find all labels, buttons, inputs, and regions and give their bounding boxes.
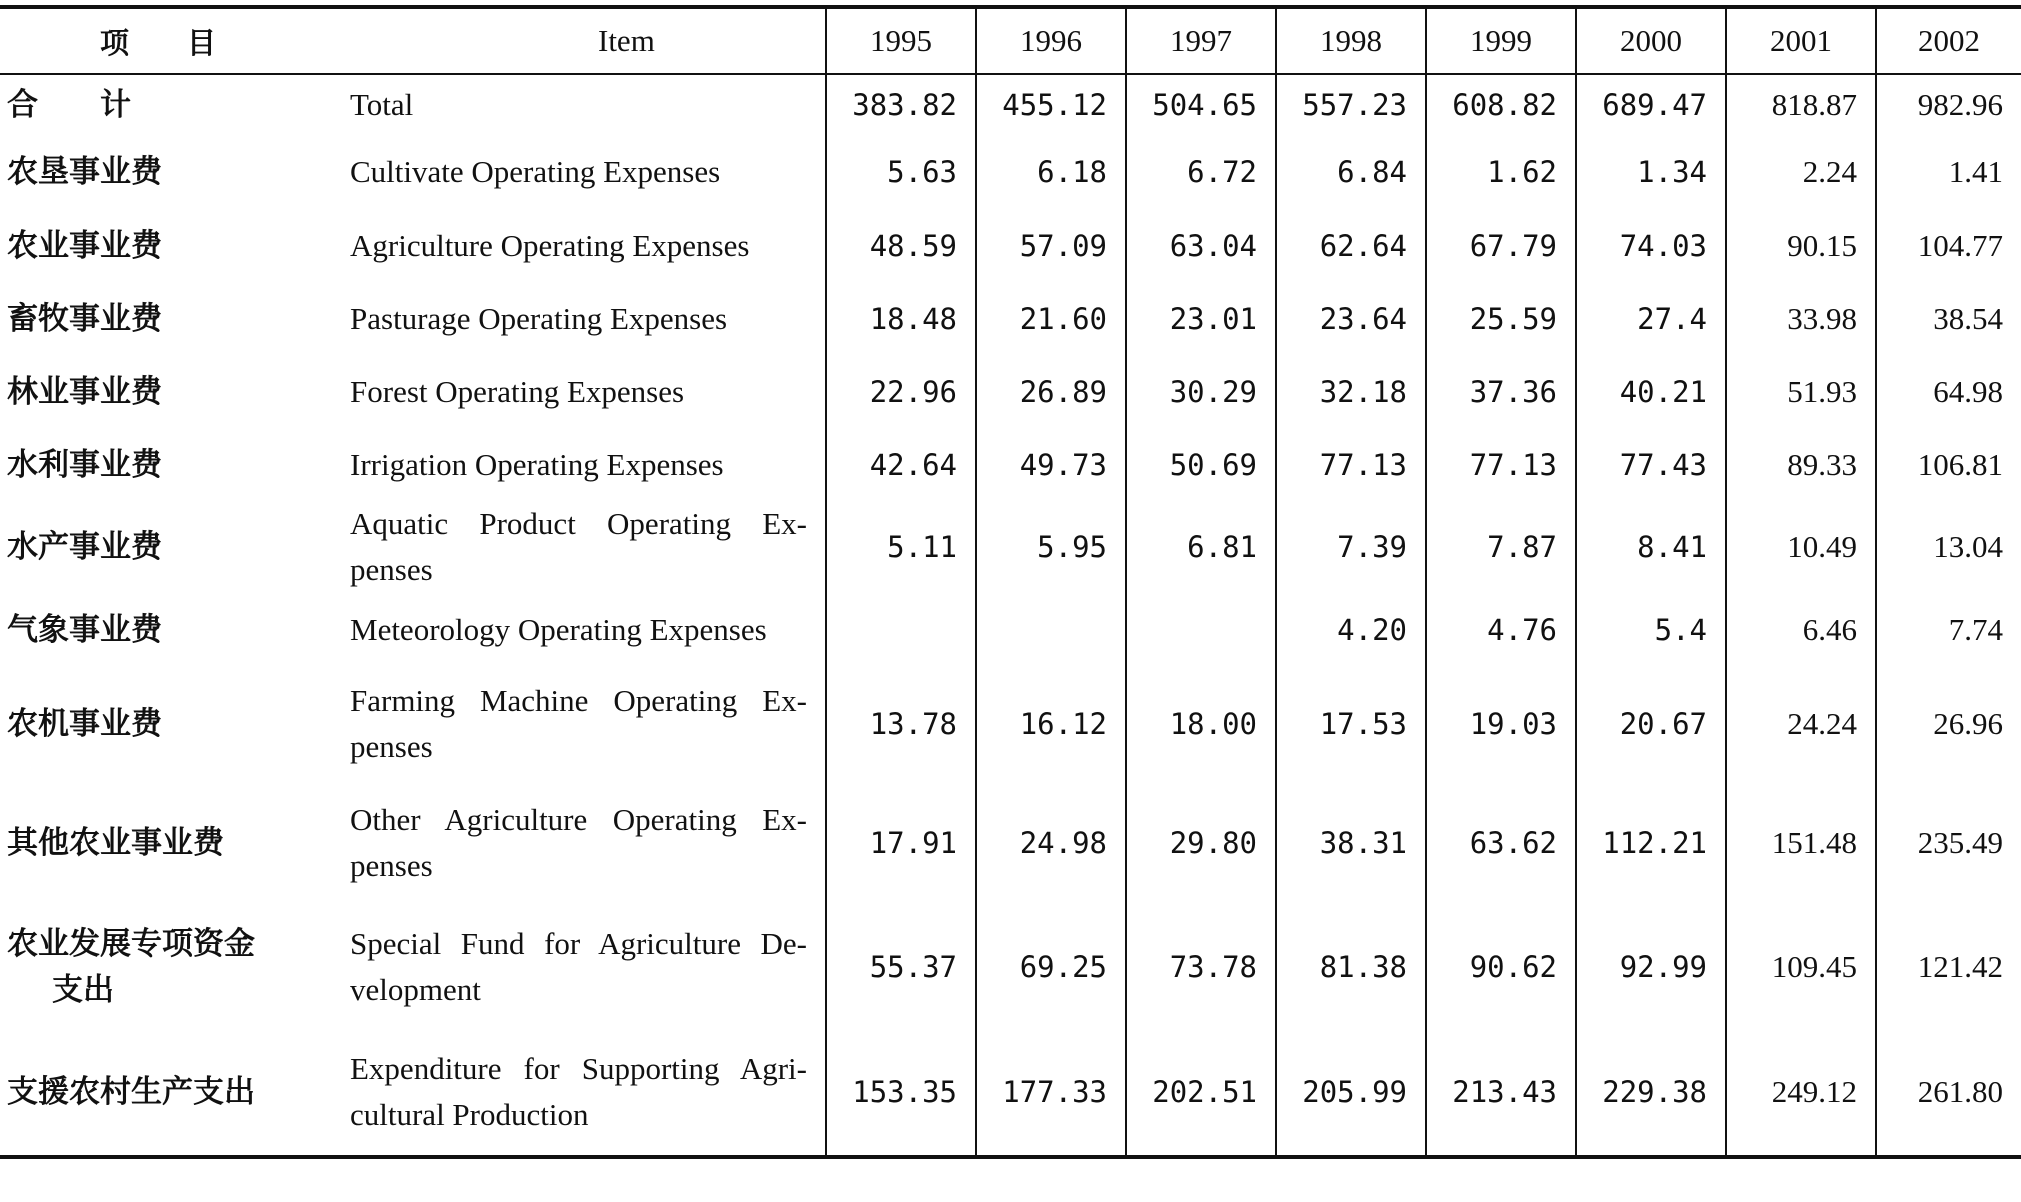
value-cell: 40.21 bbox=[1576, 355, 1726, 428]
value-cell: 10.49 bbox=[1726, 501, 1876, 593]
row-label-cn-text: 农垦事业费 bbox=[7, 153, 162, 190]
row-label-en: Total bbox=[350, 86, 414, 122]
value-cell: 8.41 bbox=[1576, 501, 1726, 593]
row-label-cn-text: 农业事业费 bbox=[7, 227, 162, 264]
table-row bbox=[0, 501, 2021, 593]
header-year: 1998 bbox=[1276, 7, 1426, 74]
row-label-en: Meteorology Operating Expenses bbox=[350, 611, 767, 647]
value-cell: 2.24 bbox=[1726, 134, 1876, 209]
value-cell: 6.81 bbox=[1126, 501, 1276, 593]
table-row bbox=[0, 355, 2021, 428]
value-cell: 33.98 bbox=[1726, 282, 1876, 355]
value-cell: 153.35 bbox=[826, 1029, 976, 1157]
header-item-en: Item bbox=[350, 7, 826, 74]
value-cell: 261.80 bbox=[1876, 1029, 2021, 1157]
row-label-cn bbox=[0, 134, 350, 209]
value-cell: 19.03 bbox=[1426, 666, 1576, 781]
row-label-cn-text: 林业事业费 bbox=[7, 373, 162, 410]
header-row bbox=[0, 7, 2021, 74]
row-label-cn bbox=[0, 209, 350, 282]
value-cell: 504.65 bbox=[1126, 74, 1276, 134]
value-cell: 48.59 bbox=[826, 209, 976, 282]
value-cell: 92.99 bbox=[1576, 905, 1726, 1029]
value-cell: 77.43 bbox=[1576, 428, 1726, 501]
value-cell: 689.47 bbox=[1576, 74, 1726, 134]
value-cell: 6.18 bbox=[976, 134, 1126, 209]
header-year: 1999 bbox=[1426, 7, 1576, 74]
row-label-cn bbox=[0, 1029, 350, 1157]
value-cell: 50.69 bbox=[1126, 428, 1276, 501]
row-label-cn bbox=[0, 666, 350, 781]
row-label-cn-text: 支援农村生产支出 bbox=[7, 1074, 255, 1110]
row-label-cn-text: 合 计 bbox=[7, 86, 131, 123]
value-cell: 27.4 bbox=[1576, 282, 1726, 355]
value-cell: 205.99 bbox=[1276, 1029, 1426, 1157]
value-cell: 21.60 bbox=[976, 282, 1126, 355]
value-cell: 5.63 bbox=[826, 134, 976, 209]
row-label-en: Special Fund for Agriculture De-velopment bbox=[350, 926, 807, 1007]
value-cell: 38.31 bbox=[1276, 781, 1426, 905]
value-cell: 5.95 bbox=[976, 501, 1126, 593]
value-cell: 13.04 bbox=[1876, 501, 2021, 593]
row-label-en: Expenditure for Supporting Agri-cultural Production bbox=[350, 1029, 826, 1157]
value-cell: 235.49 bbox=[1876, 781, 2021, 905]
row-label-cn-continued: 支出 bbox=[52, 972, 114, 1008]
value-cell: 1.41 bbox=[1876, 134, 2021, 209]
value-cell: 63.04 bbox=[1126, 209, 1276, 282]
value-cell: 4.20 bbox=[1276, 593, 1426, 666]
value-cell: 42.64 bbox=[826, 428, 976, 501]
value-cell: 22.96 bbox=[826, 355, 976, 428]
value-cell: 383.82 bbox=[826, 74, 976, 134]
row-label-cn-text: 水利事业费 bbox=[7, 446, 162, 483]
header-item-cn: 项 目 bbox=[0, 7, 350, 74]
value-cell: 24.98 bbox=[976, 781, 1126, 905]
value-cell: 18.00 bbox=[1126, 666, 1276, 781]
row-label-en: Farming Machine Operating Ex-penses bbox=[350, 682, 807, 764]
value-cell: 818.87 bbox=[1726, 74, 1876, 134]
value-cell: 73.78 bbox=[1126, 905, 1276, 1029]
row-label-en: Agriculture Operating Expenses bbox=[350, 227, 750, 263]
value-cell: 151.48 bbox=[1726, 781, 1876, 905]
value-cell: 229.38 bbox=[1576, 1029, 1726, 1157]
row-label-cn-text: 其他农业事业费 bbox=[7, 825, 224, 861]
value-cell: 5.11 bbox=[826, 501, 976, 593]
row-label-cn-text: 畜牧事业费 bbox=[7, 300, 162, 337]
value-cell: 1.62 bbox=[1426, 134, 1576, 209]
row-label-en: Forest Operating Expenses bbox=[350, 373, 685, 409]
row-label-cn-text: 水产事业费 bbox=[7, 529, 162, 565]
value-cell: 6.84 bbox=[1276, 134, 1426, 209]
value-cell bbox=[976, 593, 1126, 666]
value-cell: 55.37 bbox=[826, 905, 976, 1029]
value-cell: 7.74 bbox=[1876, 593, 2021, 666]
value-cell: 89.33 bbox=[1726, 428, 1876, 501]
value-cell: 213.43 bbox=[1426, 1029, 1576, 1157]
table-row bbox=[0, 134, 2021, 209]
value-cell: 6.46 bbox=[1726, 593, 1876, 666]
row-label-en: Pasturage Operating Expenses bbox=[350, 300, 728, 336]
value-cell: 24.24 bbox=[1726, 666, 1876, 781]
value-cell: 29.80 bbox=[1126, 781, 1276, 905]
row-label-cn bbox=[0, 74, 350, 134]
value-cell: 202.51 bbox=[1126, 1029, 1276, 1157]
row-label-cn-text: 农业发展专项资金 bbox=[7, 926, 255, 962]
value-cell: 4.76 bbox=[1426, 593, 1576, 666]
table-row bbox=[0, 781, 2021, 905]
row-label-cn bbox=[0, 905, 350, 1029]
value-cell: 67.79 bbox=[1426, 209, 1576, 282]
value-cell: 20.67 bbox=[1576, 666, 1726, 781]
value-cell: 5.4 bbox=[1576, 593, 1726, 666]
value-cell: 7.87 bbox=[1426, 501, 1576, 593]
table-row bbox=[0, 1029, 2021, 1157]
table-row bbox=[0, 209, 2021, 282]
value-cell: 177.33 bbox=[976, 1029, 1126, 1157]
value-cell: 90.15 bbox=[1726, 209, 1876, 282]
value-cell: 112.21 bbox=[1576, 781, 1726, 905]
table-row bbox=[0, 74, 2021, 134]
value-cell: 1.34 bbox=[1576, 134, 1726, 209]
row-label-en: Aquatic Product Operating Ex-penses bbox=[350, 506, 807, 587]
agriculture-expenditure-table bbox=[0, 5, 2021, 1159]
value-cell: 106.81 bbox=[1876, 428, 2021, 501]
value-cell: 6.72 bbox=[1126, 134, 1276, 209]
header-year: 1995 bbox=[826, 7, 976, 74]
row-label-cn bbox=[0, 282, 350, 355]
value-cell: 249.12 bbox=[1726, 1029, 1876, 1157]
value-cell: 30.29 bbox=[1126, 355, 1276, 428]
header-year: 2002 bbox=[1876, 7, 2021, 74]
row-label-en: Cultivate Operating Expenses bbox=[350, 153, 721, 189]
value-cell: 32.18 bbox=[1276, 355, 1426, 428]
value-cell: 121.42 bbox=[1876, 905, 2021, 1029]
row-label-cn bbox=[0, 428, 350, 501]
value-cell: 557.23 bbox=[1276, 74, 1426, 134]
value-cell bbox=[1126, 593, 1276, 666]
row-label-cn-text: 农机事业费 bbox=[7, 705, 162, 742]
value-cell: 16.12 bbox=[976, 666, 1126, 781]
value-cell: 104.77 bbox=[1876, 209, 2021, 282]
row-label-cn bbox=[0, 593, 350, 666]
value-cell: 23.64 bbox=[1276, 282, 1426, 355]
row-label-en: Other Agriculture Operating Ex-penses bbox=[350, 802, 807, 883]
value-cell: 7.39 bbox=[1276, 501, 1426, 593]
table-row bbox=[0, 593, 2021, 666]
value-cell: 69.25 bbox=[976, 905, 1126, 1029]
value-cell bbox=[826, 593, 976, 666]
value-cell: 51.93 bbox=[1726, 355, 1876, 428]
row-label-cn bbox=[0, 501, 350, 593]
value-cell: 109.45 bbox=[1726, 905, 1876, 1029]
value-cell: 455.12 bbox=[976, 74, 1126, 134]
value-cell: 63.62 bbox=[1426, 781, 1576, 905]
value-cell: 74.03 bbox=[1576, 209, 1726, 282]
value-cell: 26.96 bbox=[1876, 666, 2021, 781]
value-cell: 64.98 bbox=[1876, 355, 2021, 428]
value-cell: 23.01 bbox=[1126, 282, 1276, 355]
value-cell: 38.54 bbox=[1876, 282, 2021, 355]
value-cell: 62.64 bbox=[1276, 209, 1426, 282]
value-cell: 17.53 bbox=[1276, 666, 1426, 781]
value-cell: 57.09 bbox=[976, 209, 1126, 282]
row-label-cn bbox=[0, 781, 350, 905]
value-cell: 77.13 bbox=[1276, 428, 1426, 501]
value-cell: 13.78 bbox=[826, 666, 976, 781]
value-cell: 90.62 bbox=[1426, 905, 1576, 1029]
header-year: 1996 bbox=[976, 7, 1126, 74]
table-row bbox=[0, 282, 2021, 355]
row-label-cn-text: 气象事业费 bbox=[7, 611, 162, 648]
table-body bbox=[0, 74, 2021, 1157]
row-label-cn bbox=[0, 355, 350, 428]
value-cell: 18.48 bbox=[826, 282, 976, 355]
header-year: 2001 bbox=[1726, 7, 1876, 74]
value-cell: 37.36 bbox=[1426, 355, 1576, 428]
table-row bbox=[0, 666, 2021, 781]
value-cell: 26.89 bbox=[976, 355, 1126, 428]
value-cell: 49.73 bbox=[976, 428, 1126, 501]
value-cell: 77.13 bbox=[1426, 428, 1576, 501]
value-cell: 17.91 bbox=[826, 781, 976, 905]
header-year: 2000 bbox=[1576, 7, 1726, 74]
value-cell: 608.82 bbox=[1426, 74, 1576, 134]
header-year: 1997 bbox=[1126, 7, 1276, 74]
row-label-en: Irrigation Operating Expenses bbox=[350, 446, 724, 482]
value-cell: 81.38 bbox=[1276, 905, 1426, 1029]
value-cell: 25.59 bbox=[1426, 282, 1576, 355]
table-row bbox=[0, 428, 2021, 501]
table-row bbox=[0, 905, 2021, 1029]
value-cell: 982.96 bbox=[1876, 74, 2021, 134]
